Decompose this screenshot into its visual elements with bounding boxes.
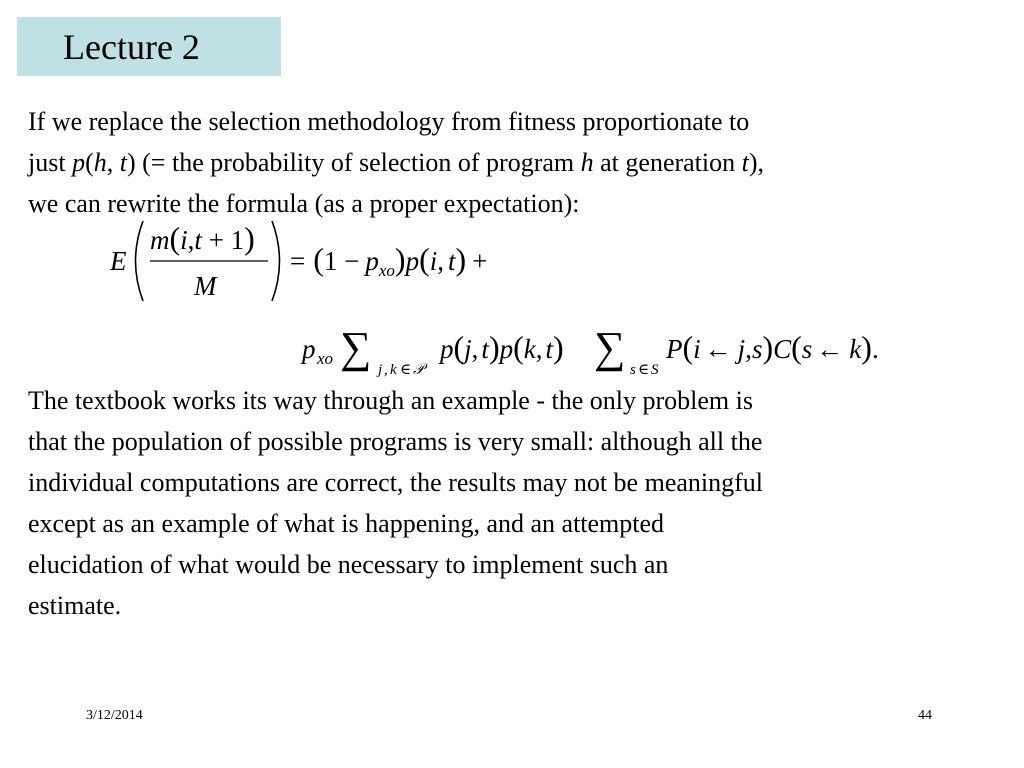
body-paragraph xyxy=(28,380,1003,626)
svg-text:k: k xyxy=(390,362,397,378)
svg-text:𝒫: 𝒫 xyxy=(413,362,424,378)
intro-line-2: just p(h, t) (= the probability of selection of program h at generation t), xyxy=(28,148,765,177)
slide-title: Lecture 2 xyxy=(63,26,200,67)
intro-line-1: If we replace the selection methodology from fitness proportionate to xyxy=(28,107,750,136)
svg-text:p(j,t)p(k,t): p(j, t)p(k, t) xyxy=(440,329,564,365)
body-line: individual computations are correct, the results may not be meaningful xyxy=(28,468,764,497)
svg-text:j: j xyxy=(378,362,383,378)
svg-text:P(i←j,s)C(s←k).: P(i ← j,s)C(s ← k). xyxy=(666,329,879,365)
expectation-symbol: E xyxy=(110,246,127,276)
svg-text:S: S xyxy=(651,362,659,378)
intro-line-3: we can rewrite the formula (as a proper expectation): xyxy=(28,189,580,218)
intro-paragraph xyxy=(28,101,1003,224)
svg-text:xo: xo xyxy=(317,349,334,368)
body-line: elucidation of what would be necessary to implement such an xyxy=(28,550,669,579)
footer-date: 3/12/2014 xyxy=(86,708,143,723)
formula-line-1 xyxy=(108,215,528,307)
body-line: that the population of possible programs is very small: although all the xyxy=(28,427,763,456)
svg-text:∈: ∈ xyxy=(638,362,650,378)
formula-rhs: = $(1 - p_{xo})p(i$, t) + xyxy=(290,241,488,280)
svg-text:,: , xyxy=(384,362,388,378)
footer-page-number: 44 xyxy=(918,708,932,723)
formula-line-2 xyxy=(300,318,940,380)
slide-title-box xyxy=(17,17,281,76)
body-line: The textbook works its way through an example - the only problem is xyxy=(28,386,753,415)
body-line: estimate. xyxy=(28,591,122,620)
body-line: except as an example of what is happening, and an attempted xyxy=(28,509,665,538)
fraction-denominator: M xyxy=(194,271,217,301)
svg-text:∈: ∈ xyxy=(400,362,412,378)
svg-text:s: s xyxy=(630,362,636,378)
svg-text:p: p xyxy=(302,334,316,364)
sum-symbol-1: ∑ xyxy=(340,323,372,372)
sum-symbol-2: ∑ xyxy=(594,323,626,372)
fraction-numerator: m(i,t + 1) xyxy=(150,220,255,256)
